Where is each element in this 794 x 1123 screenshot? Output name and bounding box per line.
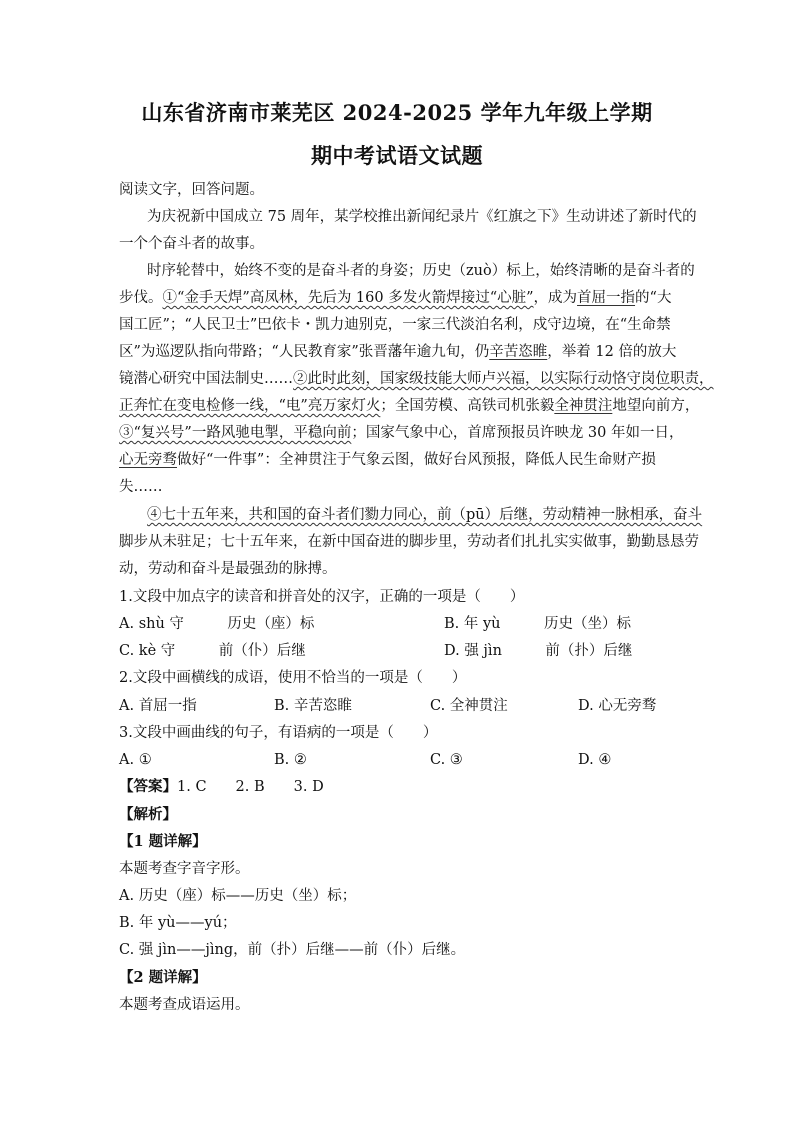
paragraph-2-line-3: 国工匠”；“人民卫士”巴依卡・凯力迪别克，一家三代淡泊名利，戍守边境，在“生命禁: [119, 317, 671, 333]
question-2-stem: 2.文段中画横线的成语，使用不恰当的一项是（ ）: [119, 670, 467, 686]
q2-detail-heading: 【2 题详解】: [119, 969, 207, 986]
q1-detail-c: C. 强 jìn——jìng，前（扑）后继——前（仆）后继。: [119, 942, 466, 958]
question-1-option-c: C. kè 守 前（仆）后继: [119, 643, 306, 659]
question-3-stem: 3.文段中画曲线的句子，有语病的一项是（ ）: [119, 725, 438, 741]
paragraph-2-line-6: [119, 396, 699, 416]
paragraph-2-line-8: [119, 450, 656, 470]
text-segment: ；国家气象中心，首席预报员许映龙 30 年如一日，: [351, 425, 684, 441]
text-segment: 的“大: [635, 290, 672, 306]
question-2-option-d: D. 心无旁骛: [578, 698, 657, 714]
answer-label: 【答案】: [119, 778, 177, 795]
paragraph-2-line-4: [119, 342, 676, 362]
wavy-sentence-2a: ②此时此刻，国家级技能大师卢兴福，以实际行动恪守岗位职责，: [293, 371, 714, 387]
q2-detail-intro: 本题考查成语运用。: [119, 997, 250, 1013]
answer-line: [119, 777, 324, 797]
paragraph-2-line-2: [119, 288, 671, 308]
underlined-idiom-4: 心无旁骛: [119, 452, 177, 468]
wavy-sentence-4: ④七十五年来，共和国的奋斗者们勠力同心，前（pū）后继，劳动精神一脉相承，奋斗: [147, 507, 703, 523]
analysis-heading: 【解析】: [119, 806, 177, 823]
question-2-option-a: A. 首屈一指: [119, 698, 197, 714]
text-segment: ，成为: [533, 290, 578, 306]
paragraph-2-line-1: 时序轮替中，始终不变的是奋斗者的身姿；历史（zuò）标上，始终清晰的是奋斗者的: [147, 263, 695, 279]
text-segment: 做好“一件事”：全神贯注于气象云图，做好台风预报，降低人民生命财产损: [177, 452, 656, 468]
wavy-sentence-2b: 正奔忙在变电检修一线，“电”亮万家灯火: [119, 398, 381, 414]
paragraph-3-line-1: [147, 505, 702, 525]
paragraph-1-line-1: 为庆祝新中国成立 75 周年，某学校推出新闻纪录片《红旗之下》生动讲述了新时代的: [147, 209, 697, 225]
q1-detail-intro: 本题考查字音字形。: [119, 861, 250, 877]
question-3-option-c: C. ③: [430, 752, 463, 768]
text-segment: 地望向前方，: [612, 398, 700, 414]
text-segment: ；全国劳模、高铁司机张毅: [380, 398, 555, 414]
underlined-idiom-2: 辛苦恣睢: [489, 344, 548, 360]
paragraph-2-line-7: [119, 423, 684, 443]
q1-detail-b: B. 年 yù——yú；: [119, 915, 237, 931]
question-1-stem: 1.文段中加点字的读音和拼音处的汉字，正确的一项是（ ）: [119, 589, 525, 605]
question-1-option-a: A. shù 守 历史（座）标: [119, 616, 315, 632]
question-1-option-b: B. 年 yù 历史（坐）标: [444, 616, 632, 632]
question-2-option-c: C. 全神贯注: [430, 698, 508, 714]
question-3-option-a: A. ①: [119, 752, 152, 768]
paragraph-3-line-2: 脚步从未驻足；七十五年来，在新中国奋进的脚步里，劳动者们扎扎实实做事，勤勤恳恳劳: [119, 534, 699, 550]
q1-detail-heading: 【1 题详解】: [119, 833, 207, 850]
q1-detail-a: A. 历史（座）标——历史（坐）标；: [119, 888, 357, 904]
text-segment: 镜潜心研究中国法制史……: [119, 371, 293, 387]
underlined-idiom-1: 首屈一指: [577, 290, 636, 306]
exam-title-line2: 期中考试语文试题: [311, 143, 483, 168]
answer-value: 1. C 2. B 3. D: [177, 779, 324, 795]
exam-title-line1: 山东省济南市莱芜区 2024-2025 学年九年级上学期: [141, 100, 653, 125]
wavy-sentence-1: ①“金手天焊”高凤林，先后为 160 多发火箭焊接过“心脏”: [162, 290, 534, 306]
wavy-sentence-3: ③“复兴号”一路风驰电掣，平稳向前: [119, 425, 352, 441]
question-3-option-d: D. ④: [578, 752, 612, 768]
question-3-option-b: B. ②: [274, 752, 307, 768]
underlined-idiom-3: 全神贯注: [554, 398, 613, 414]
text-segment: 区”为巡逻队指向带路；“人民教育家”张晋藩年逾九旬，仍: [119, 344, 490, 360]
text-segment: 步伐。: [119, 290, 163, 306]
text-segment: ，举着 12 倍的放大: [547, 344, 677, 360]
paragraph-1-line-2: 一个个奋斗者的故事。: [119, 236, 264, 252]
paragraph-3-line-3: 动，劳动和奋斗是最强劲的脉搏。: [119, 561, 337, 577]
paragraph-2-line-9: 失……: [119, 479, 163, 495]
paragraph-2-line-5: [119, 369, 714, 389]
question-2-option-b: B. 辛苦恣睢: [274, 698, 352, 714]
question-1-option-d: D. 强 jìn 前（扑）后继: [444, 643, 633, 659]
instruction: 阅读文字，回答问题。: [119, 182, 264, 198]
